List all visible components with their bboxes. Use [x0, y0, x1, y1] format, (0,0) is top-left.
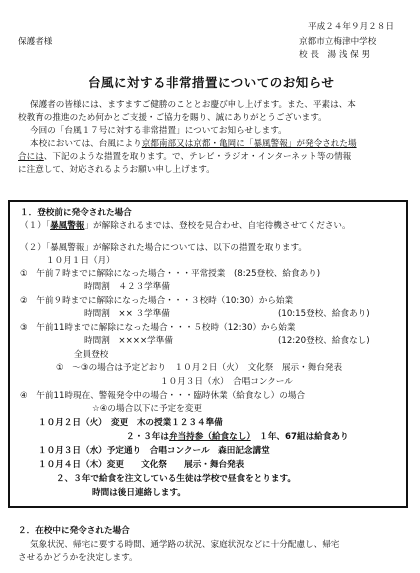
change-lunch-bento: 弁当持参（給食なし） — [168, 432, 251, 442]
case-1: ① 午前７時までに解除になった場合・・・平常授業 (8:25登校、給食あり) — [20, 269, 321, 279]
case-2-schedule: 時間割 ×× ３学準備 — [84, 309, 170, 319]
intro-line-5 — [18, 152, 351, 163]
case-3: ③ 午前11時までに解除になった場合・・・５校時（12:30）から始業 — [20, 323, 296, 333]
item-1-text: 」が解除されるまでは、登校を見合わせ、自宅待機させてください。 — [84, 221, 351, 231]
case-3-all-attend: 全員登校 — [74, 350, 109, 360]
intro-line-3: 今回の「台風１７号に対する非常措置」についてお知らせします。 — [30, 126, 287, 136]
case-3-schedule: 時間割 ××××学準備 — [84, 336, 173, 346]
intro-line-5-rest: 、下記のような措置を取ります。で、テレビ・ラジオ・インターネット等の情報 — [43, 152, 352, 162]
change-oct-4: １０月４日（木）変更 文化祭 展示・舞台発表 — [38, 460, 245, 470]
item-1-prefix: （１）「 — [20, 221, 51, 231]
section-2-line-1: 気象状況、帰宅に要する時間、通学路の状況、家庭状況などに十分配慮し、帰宅 — [30, 540, 340, 550]
addressee: 保護者様 — [18, 37, 53, 47]
school-name: 京都市立梅津中学校 — [299, 37, 377, 47]
change-oct-3: １０月３日（水）予定通り 合唱コンクール 森田記念講堂 — [38, 446, 270, 456]
page-title: 台風に対する非常措置についてのお知らせ — [88, 75, 335, 90]
case-1-schedule: 時間割 ４２３学準備 — [84, 282, 170, 292]
case-1-3-plan: ① ～③の場合は予定どおり １０月２日（火） 文化祭 展示・舞台発表 — [56, 363, 343, 373]
time-note: 時間は後日連絡します。 — [92, 488, 186, 498]
intro-warning-condition-end: 合には — [18, 152, 44, 162]
principal-name: 校 長 湯 浅 保 男 — [299, 50, 371, 60]
intro-warning-condition: 京都南部又は京都・亀岡に「暴風警報」が発令された場 — [141, 139, 357, 149]
intro-line-1: 保護者の皆様には、ますますご健勝のこととお慶び申し上げます。また、平素は、本 — [30, 100, 356, 110]
intro-line-2: 校教育の推進のため何かとご支援・ご協力を賜り、誠にありがとうございます。 — [18, 113, 327, 123]
lunch-note: ２、３年で給食を注文している生徒は学校で昼食をとります。 — [56, 474, 296, 484]
intro-line-4-start: 本校においては、台風により — [30, 139, 142, 149]
section-1-date: １０月１日（月） — [46, 256, 115, 266]
change-lunch-spacer — [251, 432, 260, 442]
case-3-arrival: (12:20登校、給食なし) — [278, 336, 370, 346]
case-1-3-plan-day-2: １０月３日（水） 合唱コンクール — [160, 377, 293, 387]
change-oct-2: １０月２日（火） 変更 木の授業１２３４準備 — [38, 418, 223, 428]
case-2: ② 午前９時までに解除になった場合・・・３校時（10:30）から始業 — [20, 296, 294, 306]
section-2-heading: ２．在校中に発令された場合 — [18, 526, 130, 536]
section-1-box — [8, 200, 408, 508]
document-date: 平成２４年９月２８日 — [308, 22, 394, 32]
change-lunch-grades: ２・３年は — [126, 432, 169, 442]
case-2-arrival: (10:15登校、給食あり) — [278, 309, 370, 319]
case-4: ④ 午前11時現在、警報発令中の場合・・・臨時休業（給食なし）の場合 — [20, 391, 306, 401]
intro-line-4 — [30, 139, 357, 150]
change-lunch — [126, 432, 349, 443]
section-1-item-1 — [20, 221, 351, 232]
section-1-heading: １．登校前に発令された場合 — [20, 208, 132, 218]
change-lunch-grade-1: １年、67組は給食あり — [259, 432, 349, 442]
section-1-item-2: （２）「暴風警報」が解除された場合については、以下の措置を取ります。 — [20, 243, 308, 253]
item-1-warning: 暴風警報 — [50, 221, 85, 231]
section-2-line-2: させるかどうかを決定します。 — [18, 553, 138, 563]
intro-line-6: に注意して、対応されるようお願い申し上げます。 — [18, 165, 215, 175]
case-4-note: ☆④の場合以下に予定を変更 — [92, 404, 202, 414]
